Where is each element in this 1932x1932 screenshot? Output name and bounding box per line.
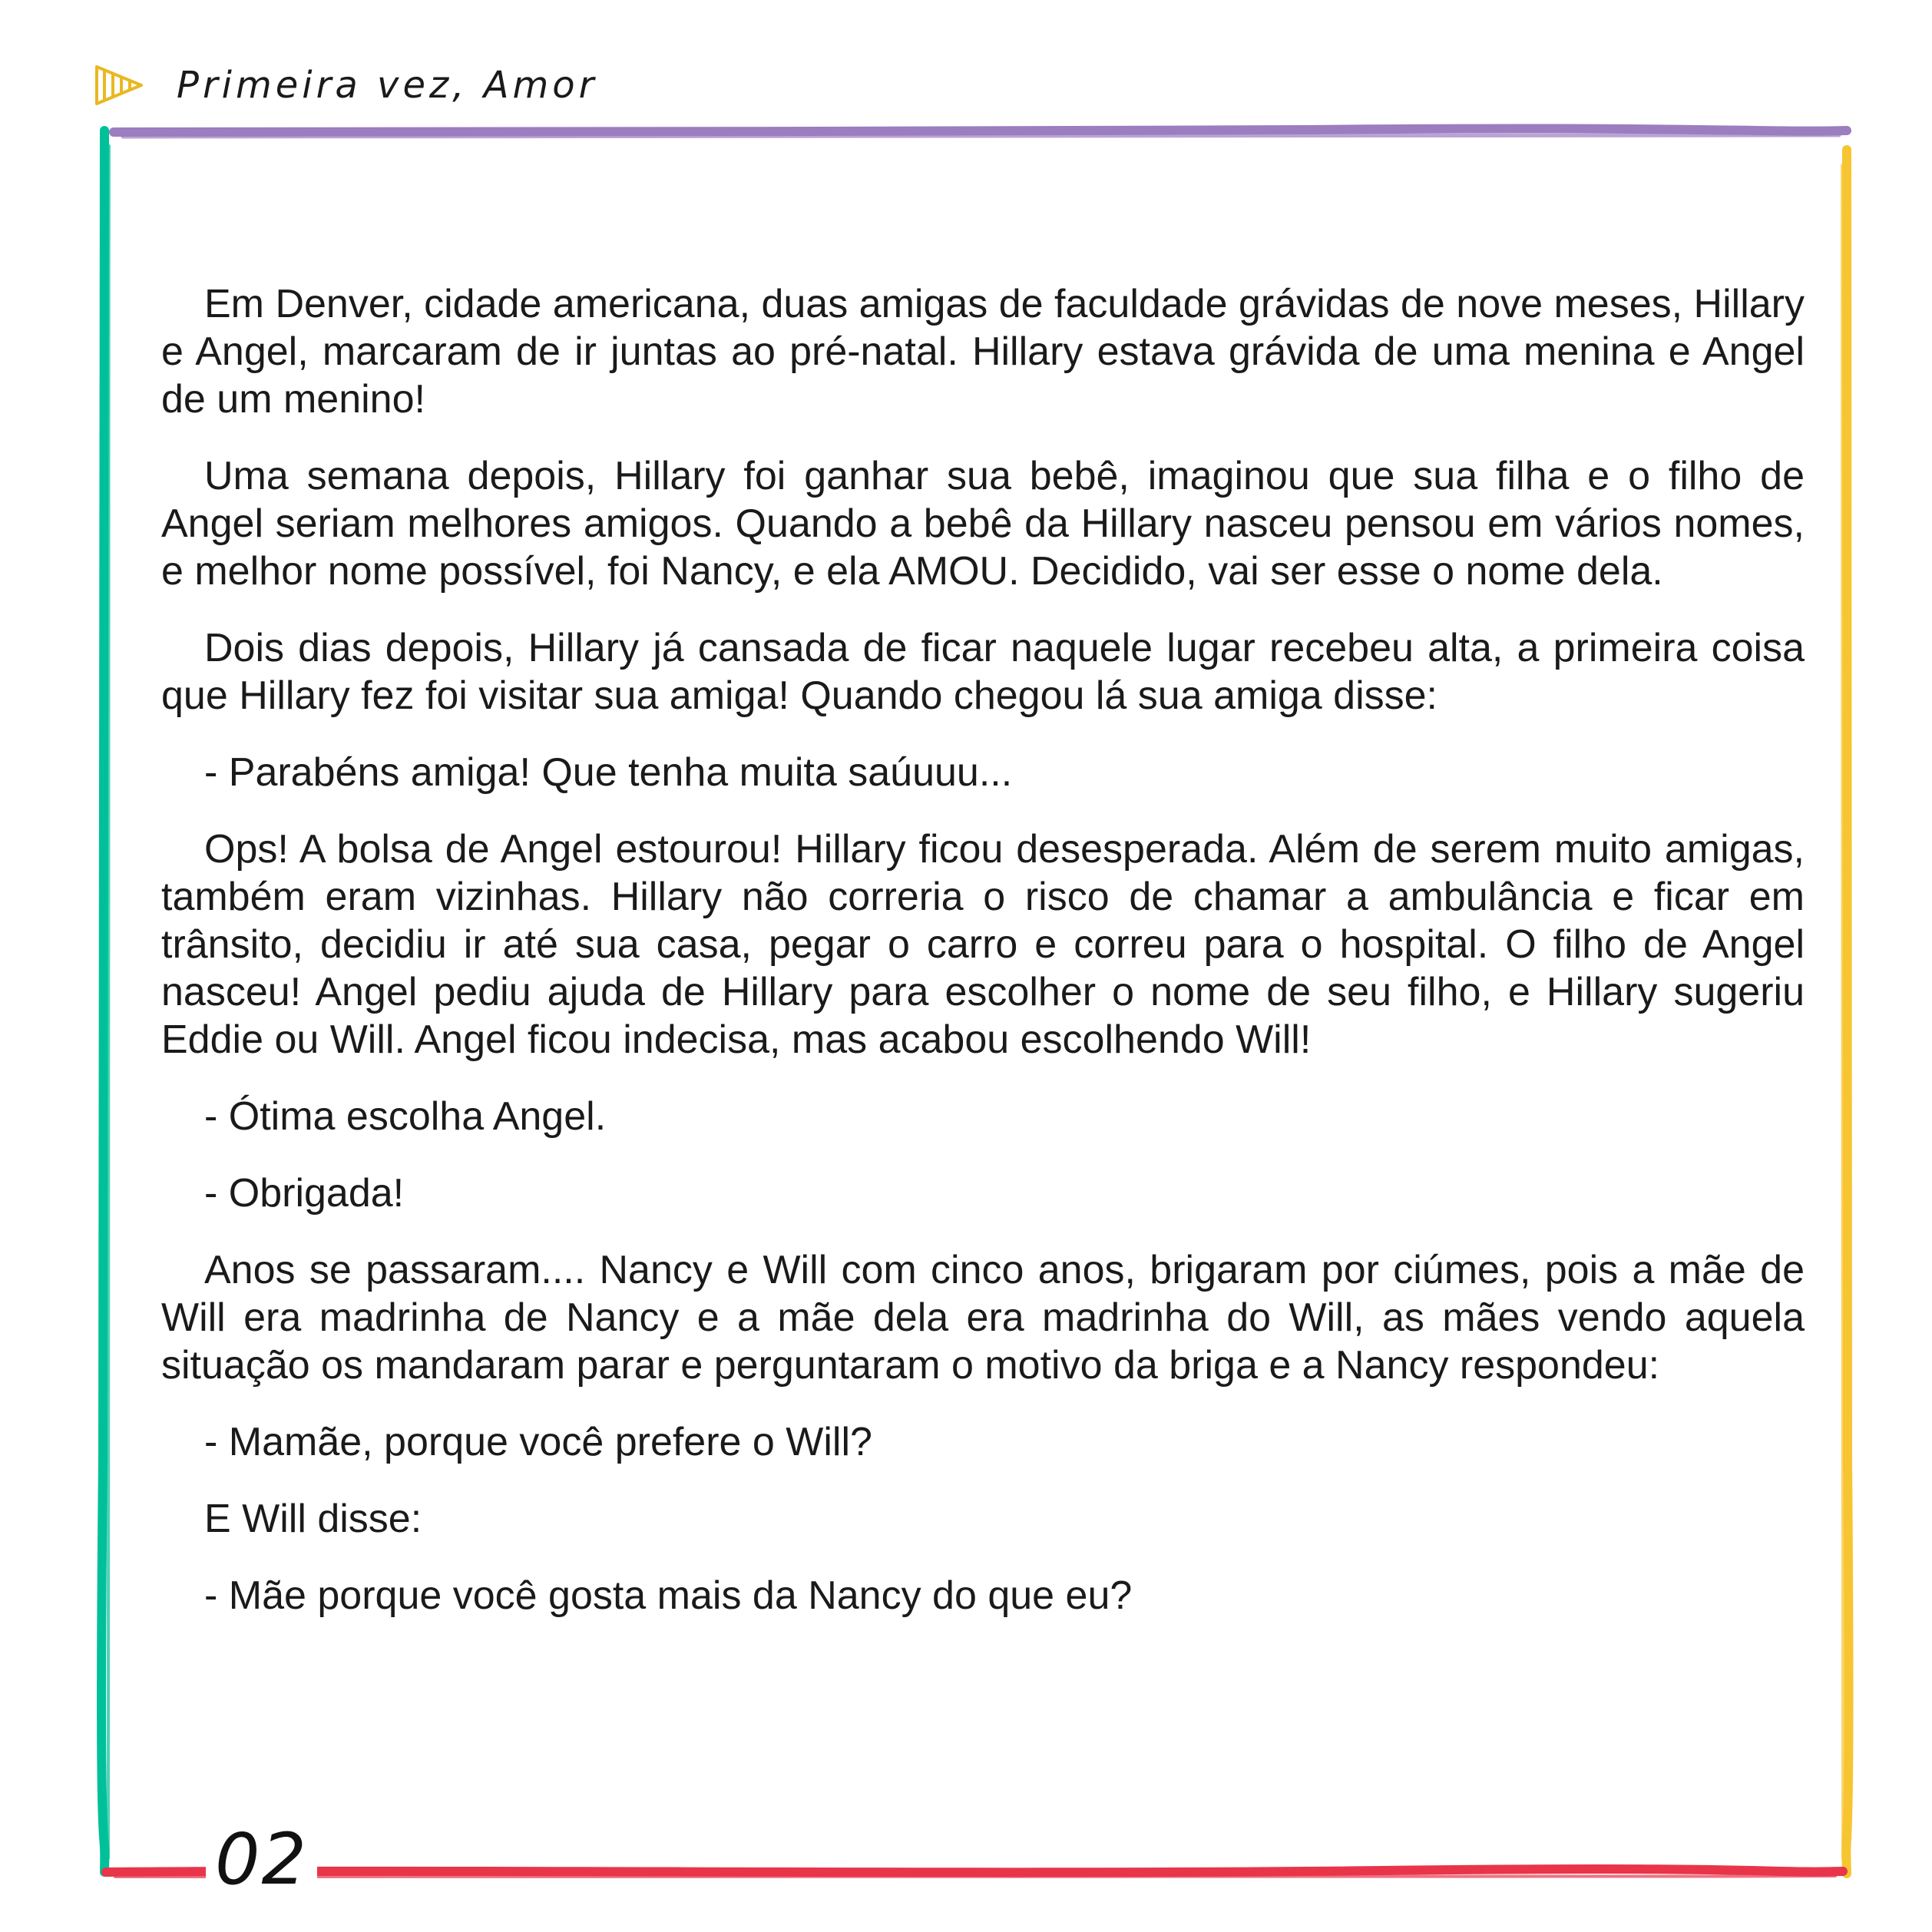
paragraph: Ops! A bolsa de Angel estourou! Hillary ficou desesperada. Além de serem muito amigas, também eram vizinhas. Hillary não correria o risco de chamar a ambulância e ficar em trânsito, decidiu ir até sua casa, pegar o carro e correu para o hospital. O filho de Angel nasceu! Angel pediu ajuda de Hillary para escolher o nome de seu filho, e Hillary sugeriu Eddie ou Will. Angel ficou indecisa, mas acabou escolhendo Will! [161, 827, 1805, 1062]
paragraph: E Will disse: [204, 1497, 422, 1541]
paragraph: Dois dias depois, Hillary já cansada de ficar naquele lugar recebeu alta, a primeira coisa que Hillary fez foi visitar sua amiga! Quando chegou lá sua amiga disse: [161, 626, 1805, 718]
frame-right-border [1846, 150, 1848, 1874]
frame-top-border [114, 128, 1847, 132]
book-title: Primeira vez, Amor [177, 64, 598, 107]
dialogue-line: - Mamãe, porque você prefere o Will? [204, 1420, 872, 1464]
page-number: 02 [206, 1821, 317, 1898]
frame-left-border [101, 131, 104, 1872]
dialogue-line: - Ótima escolha Angel. [204, 1094, 607, 1139]
paragraph: Em Denver, cidade americana, duas amigas de faculdade grávidas de nove meses, Hillary e Angel, marcaram de ir juntas ao pré-natal. Hillary estava grávida de uma menina e Angel de um menino! [161, 282, 1805, 422]
dialogue-line: - Mãe porque você gosta mais da Nancy do que eu? [204, 1573, 1133, 1618]
frame-bottom-border [106, 1869, 1843, 1872]
paragraph: Uma semana depois, Hillary foi ganhar sua bebê, imaginou que sua filha e o filho de Angel seriam melhores amigos. Quando a bebê da Hillary nasceu pensou em vários nomes, e melhor nome possível, foi Nancy, e ela AMOU. Decidido, vai ser esse o nome dela. [161, 454, 1805, 594]
paragraph: Anos se passaram.... Nancy e Will com cinco anos, brigaram por ciúmes, pois a mãe de Will era madrinha de Nancy e a mãe dela era madrinha do Will, as mães vendo aquela situação os mandaram parar e perguntaram o motivo da briga e a Nancy respondeu: [161, 1248, 1805, 1388]
dialogue-line: - Obrigada! [204, 1171, 405, 1216]
dialogue-line: - Parabéns amiga! Que tenha muita saúuuu... [204, 750, 1013, 795]
story-text [161, 280, 1805, 1649]
